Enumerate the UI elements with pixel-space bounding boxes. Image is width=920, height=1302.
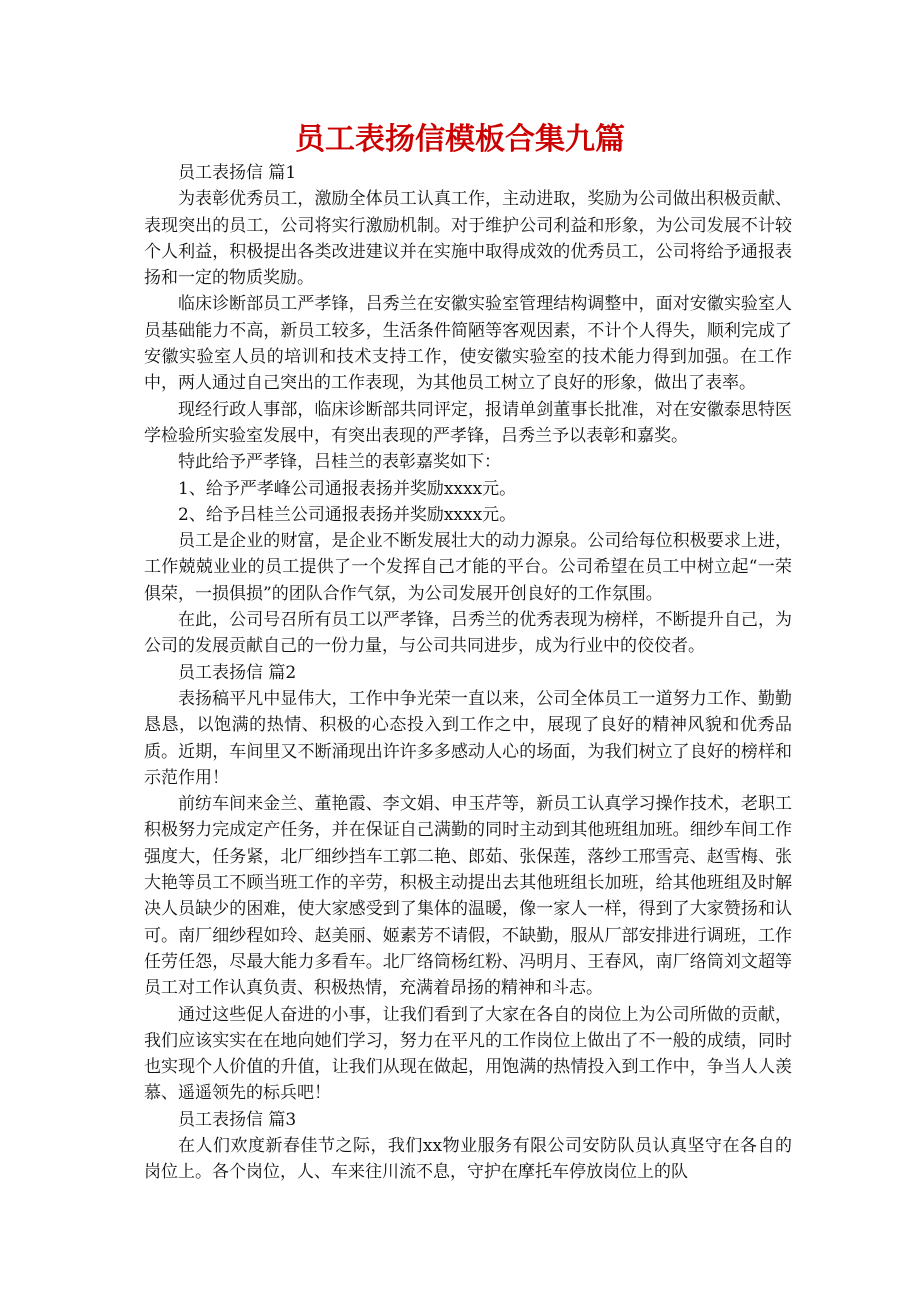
document-body xyxy=(144,160,792,1186)
document-title: 员工表扬信模板合集九篇 xyxy=(295,122,625,157)
section-heading-2: 员工表扬信 篇2 xyxy=(178,662,297,683)
list-item: 1、给予严孝峰公司通报表扬并奖励xxxx元。 xyxy=(178,478,517,499)
paragraph: 特此给予严孝锋，吕桂兰的表彰嘉奖如下： xyxy=(178,452,501,473)
paragraph: 在此，公司号召所有员工以严孝锋，吕秀兰的优秀表现为榜样，不断提升自己，为公司的发展贡献自己的一份力量，与公司共同进步，成为行业中的佼佼者。 xyxy=(144,610,792,657)
list-item: 2、给予吕桂兰公司通报表扬并奖励xxxx元。 xyxy=(178,504,517,525)
paragraph: 员工是企业的财富，是企业不断发展壮大的动力源泉。公司给每位积极要求上进，工作兢兢业业的员工提供了一个发挥自己才能的平台。公司希望在员工中树立起“一荣俱荣，一损俱损”的团队合作气氛，为公司发展开创良好的工作氛围。 xyxy=(144,531,792,604)
paragraph: 通过这些促人奋进的小事，让我们看到了大家在各自的岗位上为公司所做的贡献，我们应该实实在在地向她们学习，努力在平凡的工作岗位上做出了不一般的成绩，同时也实现个人价值的升值，让我们从现在做起，用饱满的热情投入到工作中，争当人人羡慕、遥遥领先的标兵吧！ xyxy=(144,1004,792,1104)
paragraph: 前纺车间来金兰、董艳霞、李文娟、申玉芹等，新员工认真学习操作技术，老职工积极努力完成定产任务，并在保证自己满勤的同时主动到其他班组加班。细纱车间工作强度大，任务紧，北厂细纱挡车工郭二艳、郎茹、张保莲，落纱工邢雪亮、赵雪梅、张大艳等员工不顾当班工作的辛劳，积极主动提出去其他班组长加班，给其他班组及时解决人员缺少的困难，使大家感受到了集体的温暖，像一家人一样，得到了大家赞扬和认可。南厂细纱程如玲、赵美丽、姬素芳不请假，不缺勤，服从厂部安排进行调班，工作任劳任怨，尽最大能力多看车。北厂络筒杨红粉、冯明月、王春风，南厂络筒刘文超等员工对工作认真负责、积极热情，充满着昂扬的精神和斗志。 xyxy=(144,794,792,999)
paragraph: 在人们欢度新春佳节之际，我们xx物业服务有限公司安防队员认真坚守在各自的岗位上。各个岗位，人、车来往川流不息，守护在摩托车停放岗位上的队 xyxy=(144,1135,792,1183)
paragraph: 临床诊断部员工严孝锋，吕秀兰在安徽实验室管理结构调整中，面对安徽实验室人员基础能力不高，新员工较多，生活条件简陋等客观因素，不计个人得失，顺利完成了安徽实验室人员的培训和技术支持工作，使安徽实验室的技术能力得到加强。在工作中，两人通过自己突出的工作表现，为其他员工树立了良好的形象，做出了表率。 xyxy=(144,294,792,394)
paragraph: 为表彰优秀员工，激励全体员工认真工作，主动进取，奖励为公司做出积极贡献、表现突出的员工，公司将实行激励机制。对于维护公司利益和形象，为公司发展不计较个人利益，积极提出各类改进建议并在实施中取得成效的优秀员工，公司将给予通报表扬和一定的物质奖励。 xyxy=(144,189,792,289)
paragraph: 表扬稿平凡中显伟大，工作中争光荣一直以来，公司全体员工一道努力工作、勤勤恳恳，以饱满的热情、积极的心态投入到工作之中，展现了良好的精神风貌和优秀品质。近期，车间里又不断涌现出许许多多感动人心的场面，为我们树立了良好的榜样和示范作用！ xyxy=(144,688,792,788)
paragraph: 现经行政人事部，临床诊断部共同评定，报请单剑董事长批准，对在安徽泰思特医学检验所实验室发展中，有突出表现的严孝锋，吕秀兰予以表彰和嘉奖。 xyxy=(144,399,792,446)
section-heading-3: 员工表扬信 篇3 xyxy=(178,1109,297,1130)
section-heading-1: 员工表扬信 篇1 xyxy=(178,163,297,183)
